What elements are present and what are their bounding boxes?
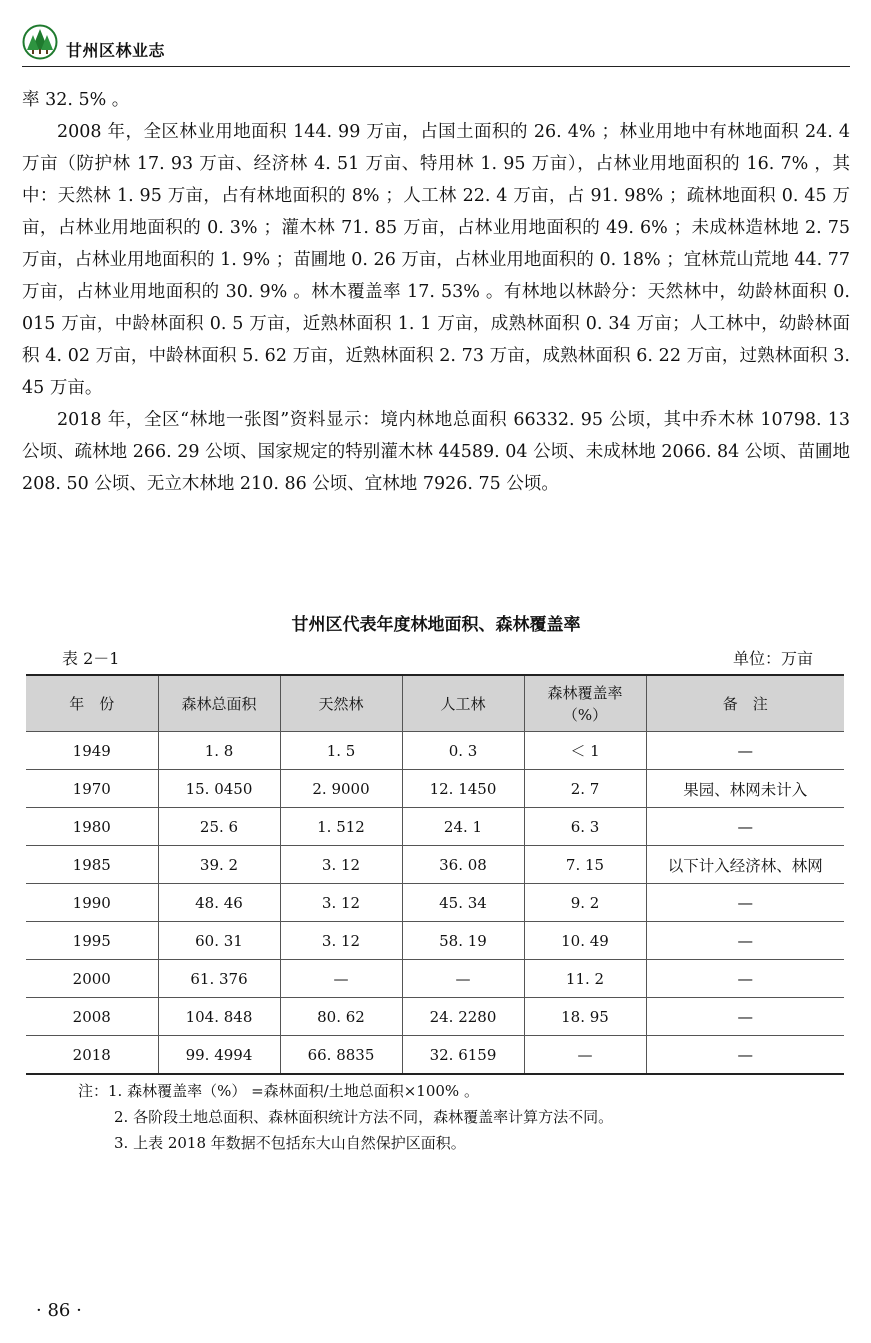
cell-natural-forest: 2. 9000 [280, 770, 402, 808]
cell-planted-forest: — [402, 960, 524, 998]
table-row [26, 922, 844, 960]
cell-natural-forest: — [280, 960, 402, 998]
cell-coverage-rate: 18. 95 [524, 998, 646, 1036]
cell-total-area: 60. 31 [158, 922, 280, 960]
header-coverage-unit: （%） [562, 705, 608, 724]
table-row [26, 960, 844, 998]
cell-year: 1980 [26, 808, 158, 846]
table-row [26, 1036, 844, 1075]
table-row [26, 770, 844, 808]
cell-year: 1949 [26, 732, 158, 770]
cell-year: 2018 [26, 1036, 158, 1075]
cell-remarks: — [646, 922, 844, 960]
cell-year: 1995 [26, 922, 158, 960]
book-title: 甘州区林业志 [66, 41, 166, 60]
table-row [26, 884, 844, 922]
cell-year: 2000 [26, 960, 158, 998]
cell-planted-forest: 32. 6159 [402, 1036, 524, 1075]
cell-total-area: 15. 0450 [158, 770, 280, 808]
cell-coverage-rate: ＜ 1 [524, 732, 646, 770]
page-number: · 86 · [36, 1300, 82, 1321]
cell-year: 1985 [26, 846, 158, 884]
table-header-row [26, 675, 844, 732]
cell-remarks: 以下计入经济林、林网 [646, 846, 844, 884]
cell-coverage-rate: 10. 49 [524, 922, 646, 960]
page-header [22, 26, 850, 67]
cell-planted-forest: 12. 1450 [402, 770, 524, 808]
cell-total-area: 48. 46 [158, 884, 280, 922]
cell-remarks: — [646, 960, 844, 998]
cell-planted-forest: 58. 19 [402, 922, 524, 960]
cell-coverage-rate: — [524, 1036, 646, 1075]
cell-natural-forest: 3. 12 [280, 922, 402, 960]
cell-natural-forest: 1. 5 [280, 732, 402, 770]
paragraph: 率 32. 5% 。 [22, 90, 130, 110]
header-year: 年 份 [26, 675, 158, 732]
cell-year: 2008 [26, 998, 158, 1036]
table-notes [78, 1078, 838, 1156]
pine-trees-logo-icon [22, 24, 58, 60]
note-line: 注：1. 森林覆盖率（%） =森林面积/土地总面积×100% 。 [78, 1082, 479, 1100]
cell-natural-forest: 66. 8835 [280, 1036, 402, 1075]
header-planted-forest: 人工林 [402, 675, 524, 732]
table-row [26, 846, 844, 884]
cell-total-area: 39. 2 [158, 846, 280, 884]
cell-total-area: 25. 6 [158, 808, 280, 846]
cell-remarks: 果园、林网未计入 [646, 770, 844, 808]
body-text [22, 84, 850, 500]
table-row [26, 732, 844, 770]
cell-planted-forest: 24. 2280 [402, 998, 524, 1036]
cell-remarks: — [646, 732, 844, 770]
cell-remarks: — [646, 884, 844, 922]
paragraph: 2008 年，全区林业用地面积 144. 99 万亩，占国土面积的 26. 4% ；林业用地中有林地面积 24. 4 万亩（防护林 17. 93 万亩、经济林 4. 51 万亩、特用林 1. 95 万亩），占林业用地面积的 16. 7% ，其中：天然林 1. 95 万亩，占有林地面积的 8% ；人工林 22. 4 万亩，占 91. 98% ；疏林地面积 0. 45 万亩，占林业用地面积的 0. 3% ；灌木林 71. 85 万亩，占林业用地面积的 49. 6% ；未成林造林地 2. 75 万亩，占林业用地面积的 1. 9% ；苗圃地 0. 26 万亩，占林业用地面积的 0. 18% ；宜林荒山荒地 44. 77 万亩，占林业用地面积的 30. 9% 。林木覆盖率 17. 53% 。有林地以林龄分：天然林中，幼龄林面积 0. 015 万亩，中龄林面积 0. 5 万亩，近熟林面积 1. 1 万亩，成熟林面积 0. 34 万亩；人工林中，幼龄林面积 4. 02 万亩，中龄林面积 5. 62 万亩，近熟林面积 2. 73 万亩，成熟林面积 6. 22 万亩，过熟林面积 3. 45 万亩。 [22, 122, 850, 398]
note-line: 2. 各阶段土地总面积、森林面积统计方法不同，森林覆盖率计算方法不同。 [114, 1108, 614, 1126]
cell-planted-forest: 24. 1 [402, 808, 524, 846]
cell-year: 1970 [26, 770, 158, 808]
cell-natural-forest: 1. 512 [280, 808, 402, 846]
table-unit: 单位：万亩 [732, 649, 813, 668]
table-number: 表 2－1 [62, 649, 120, 668]
table-row [26, 998, 844, 1036]
cell-remarks: — [646, 808, 844, 846]
header-total-area: 森林总面积 [158, 675, 280, 732]
cell-planted-forest: 0. 3 [402, 732, 524, 770]
note-line: 3. 上表 2018 年数据不包括东大山自然保护区面积。 [114, 1134, 466, 1152]
header-coverage-label: 森林覆盖率 [547, 683, 623, 702]
cell-coverage-rate: 6. 3 [524, 808, 646, 846]
cell-remarks: — [646, 998, 844, 1036]
paragraph: 2018 年，全区“林地一张图”资料显示：境内林地总面积 66332. 95 公顷，其中乔木林 10798. 13 公顷、疏林地 266. 29 公顷、国家规定的特别灌木林 44589. 04 公顷、未成林地 2066. 84 公顷、苗圃地 208. 50 公顷、无立木林地 210. 86 公顷、宜林地 7926. 75 公顷。 [22, 410, 850, 494]
cell-natural-forest: 80. 62 [280, 998, 402, 1036]
cell-coverage-rate: 11. 2 [524, 960, 646, 998]
cell-total-area: 99. 4994 [158, 1036, 280, 1075]
header-natural-forest: 天然林 [280, 675, 402, 732]
cell-planted-forest: 45. 34 [402, 884, 524, 922]
table-title: 甘州区代表年度林地面积、森林覆盖率 [291, 615, 581, 635]
cell-coverage-rate: 2. 7 [524, 770, 646, 808]
cell-total-area: 1. 8 [158, 732, 280, 770]
cell-total-area: 61. 376 [158, 960, 280, 998]
header-remarks: 备 注 [646, 675, 844, 732]
header-coverage-rate [524, 675, 646, 732]
cell-remarks: — [737, 1045, 753, 1064]
cell-natural-forest: 3. 12 [280, 846, 402, 884]
forest-area-table [26, 674, 844, 1075]
cell-natural-forest: 3. 12 [280, 884, 402, 922]
table-row [26, 808, 844, 846]
cell-total-area: 104. 848 [158, 998, 280, 1036]
cell-coverage-rate: 7. 15 [524, 846, 646, 884]
cell-year: 1990 [26, 884, 158, 922]
cell-planted-forest: 36. 08 [402, 846, 524, 884]
cell-coverage-rate: 9. 2 [524, 884, 646, 922]
